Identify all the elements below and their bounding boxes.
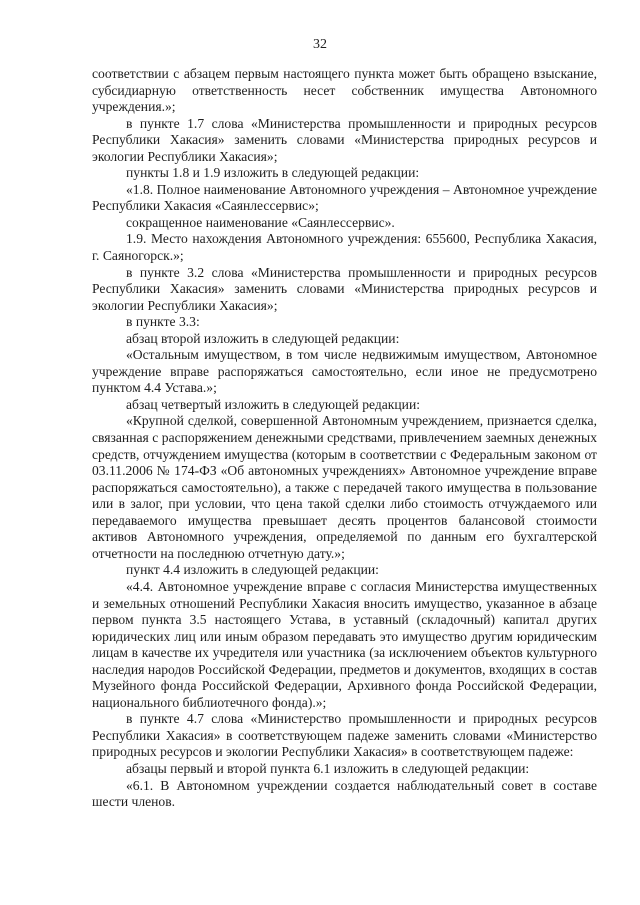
document-body <box>92 66 597 811</box>
paragraph: «Остальным имуществом, в том числе недвижимым имуществом, Автономное учреждение вправе распоряжаться самостоятельно, если иное не предусмотрено пунктом 4.4 Устава.»; <box>92 347 597 396</box>
page-number: 32 <box>313 37 327 52</box>
paragraph: «4.4. Автономное учреждение вправе с согласия Министерства имущественных и земельных отношений Республики Хакасия вносить имущество, указанное в абзаце первом пункта 3.5 настоящего Устава, в уставный (складочный) капитал других юридических лиц или иным образом передавать это имущество другим юридическим лицам в качестве их учредителя или участника (за исключением объектов культурного наследия народов Российской Федерации, предметов и документов, входящих в состав Музейного фонда Российской Федерации, Архивного фонда Российской Федерации, национального библиотечного фонда).»; <box>92 578 597 710</box>
paragraph: абзацы первый и второй пункта 6.1 изложить в следующей редакции: <box>126 760 530 776</box>
paragraph: в пункте 4.7 слова «Министерство промышленности и природных ресурсов Республики Хакасия» в соответствующем падеже заменить словами «Министерство природных ресурсов и экологии Республики Хакасия» в соответствующем падеже: <box>92 711 597 760</box>
paragraph: в пункте 1.7 слова «Министерства промышленности и природных ресурсов Республики Хакасия» заменить словами «Министерства природных ресурсов и экологии Республики Хакасия»; <box>92 115 597 164</box>
paragraph: «6.1. В Автономном учреждении создается наблюдательный совет в составе шести членов. <box>92 777 597 810</box>
paragraph: «1.8. Полное наименование Автономного учреждения – Автономное учреждение Республики Хакасия «Саянлессервис»; <box>92 181 597 214</box>
paragraph: пункт 4.4 изложить в следующей редакции: <box>126 562 379 578</box>
paragraph: абзац четвертый изложить в следующей редакции: <box>126 396 421 412</box>
paragraph: соответствии с абзацем первым настоящего пункта может быть обращено взыскание, субсидиарную ответственность несет собственник имущества Автономного учреждения.»; <box>92 66 597 115</box>
paragraph: 1.9. Место нахождения Автономного учреждения: 655600, Республика Хакасия, г. Саяногорск.»; <box>92 231 597 264</box>
paragraph: «Крупной сделкой, совершенной Автономным учреждением, признается сделка, связанная с распоряжением денежными средствами, привлечением заемных денежных средств, отчуждением имущества (которым в соответствии с Федеральным законом от 03.11.2006 № 174-ФЗ «Об автономных учреждениях» Автономное учреждение вправе распоряжаться самостоятельно), а также с передачей такого имущества в пользование или в залог, при условии, что цена такой сделки либо стоимость отчуждаемого или передаваемого имущества превышает десять процентов балансовой стоимости активов Автономного учреждения, определяемой по данным его бухгалтерской отчетности на последнюю отчетную дату.»; <box>92 413 597 561</box>
paragraph: в пункте 3.2 слова «Министерства промышленности и природных ресурсов Республики Хакасия» заменить словами «Министерства природных ресурсов и экологии Республики Хакасия»; <box>92 264 597 313</box>
paragraph: сокращенное наименование «Саянлессервис». <box>126 214 395 230</box>
paragraph: в пункте 3.3: <box>126 314 200 330</box>
paragraph: абзац второй изложить в следующей редакции: <box>126 330 400 346</box>
paragraph: пункты 1.8 и 1.9 изложить в следующей редакции: <box>126 165 420 181</box>
